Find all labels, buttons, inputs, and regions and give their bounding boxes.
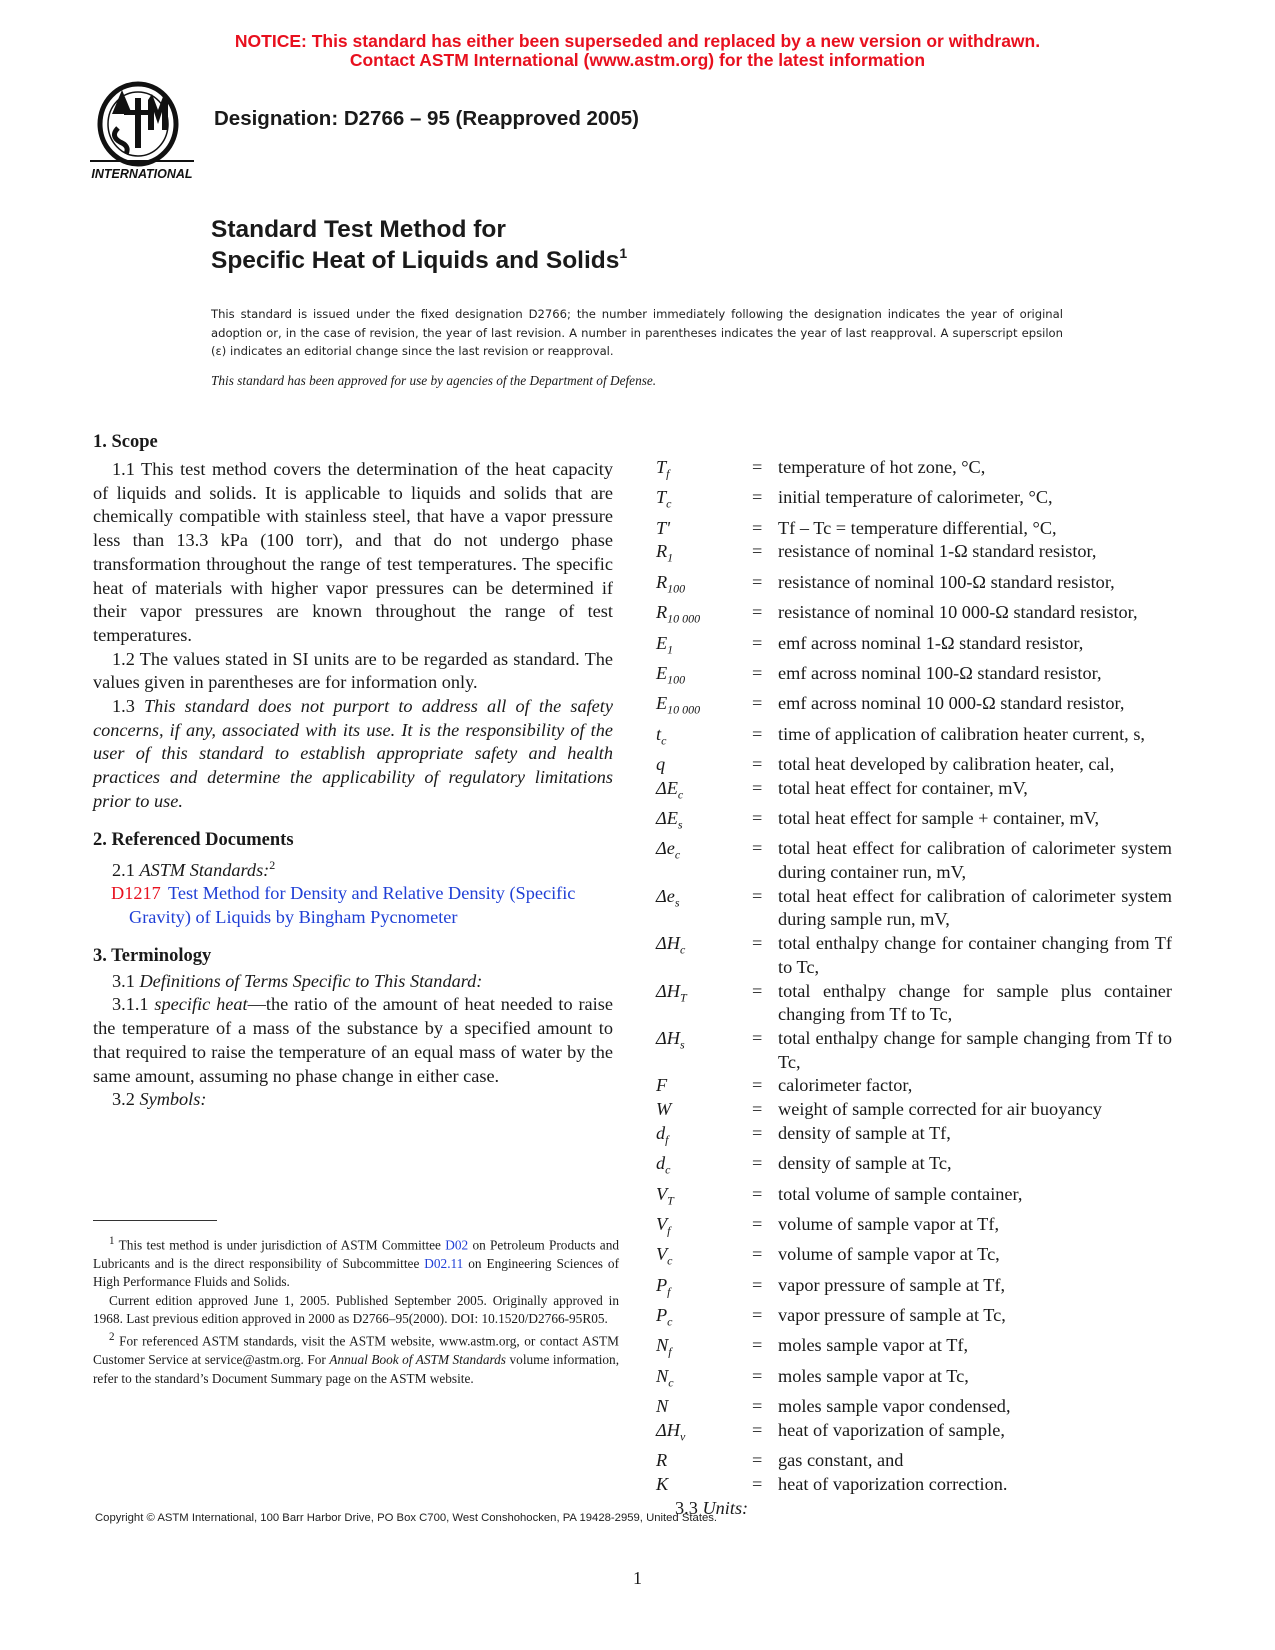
symbol-definition: total volume of sample container, — [778, 1183, 1023, 1204]
paragraph-1-2: 1.2 The values stated in SI units are to be regarded as standard. The values given in parentheses are for information only. — [93, 648, 613, 693]
equals-sign: = — [752, 1473, 763, 1494]
paragraph-1-1: 1.1 This test method covers the determination of the heat capacity of liquids and solids. It is applicable to liquids and solids that are chemically compatible with stainless steel, that have a vapor pressure less than 13.3 kPa (100 torr), and that do not undergo phase transformation throughout the range of test temperatures. The specific heat of materials with higher vapor pressures can be determined if their vapor pressures are known throughout the range of test temperatures. — [93, 459, 613, 645]
symbol-row — [656, 753, 1172, 777]
symbol: $R_1$ — [656, 541, 674, 566]
symbol-definition: calorimeter factor, — [778, 1075, 913, 1096]
symbol: $d_c$ — [656, 1153, 671, 1177]
symbol-row — [656, 1213, 1172, 1243]
footnote-divider — [93, 1220, 217, 1221]
symbol: $E_1$ — [656, 632, 674, 657]
symbol: q — [656, 753, 666, 774]
designation: Designation: D2766 – 95 (Reapproved 2005) — [214, 107, 639, 130]
dod-approval-note: This standard has been approved for use by agencies of the Department of Defense. — [211, 373, 657, 388]
symbol-definition: total enthalpy change for sample changing from Tf to Tc, — [778, 1027, 1172, 1072]
symbol-definition: total heat effect for calibration of calorimeter system during sample run, mV, — [778, 885, 1172, 930]
symbol-row — [656, 1074, 1172, 1098]
symbol-row — [656, 1122, 1172, 1152]
reference-d1217[interactable] — [111, 882, 613, 929]
preamble: This standard is issued under the fixed designation D2766; the number immediately following the designation indicates the year of original adoption or, in the case of revision, the year of last revision. A number in parentheses indicates the year of last reapproval. A superscript epsilon (ε) indicates an editorial change since the last revision or reapproval. — [211, 307, 1063, 359]
symbol: $\Delta E_s$ — [656, 808, 683, 832]
equals-sign: = — [752, 1419, 763, 1440]
title-line-1: Standard Test Method for — [211, 216, 506, 243]
symbol-row — [656, 486, 1172, 516]
symbol-definition: density of sample at Tc, — [778, 1153, 952, 1174]
equals-sign: = — [752, 723, 763, 744]
symbol: $P_c$ — [656, 1304, 673, 1329]
symbol: $T_c$ — [656, 487, 672, 512]
symbol-definition: resistance of nominal 100-Ω standard resistor, — [778, 571, 1115, 592]
symbol-definition: moles sample vapor condensed, — [778, 1396, 1011, 1417]
astm-logo-mark — [88, 80, 200, 184]
symbol-definition: volume of sample vapor at Tc, — [778, 1244, 1000, 1265]
paragraph-2-1: 2.1 ASTM Standards:$^2$ — [112, 857, 276, 880]
symbol-row — [656, 456, 1172, 486]
symbol-definition: heat of vaporization of sample, — [778, 1419, 1005, 1440]
page-title — [211, 214, 627, 276]
symbol-definition: resistance of nominal 10 000-Ω standard resistor, — [778, 602, 1138, 623]
symbol-row — [656, 662, 1172, 692]
title-footnote-mark: 1 — [619, 245, 628, 261]
equals-sign: = — [752, 838, 763, 859]
symbol-row — [656, 980, 1172, 1027]
symbol-definition: moles sample vapor at Tf, — [778, 1335, 969, 1356]
symbol-definition: heat of vaporization correction. — [778, 1473, 1008, 1494]
symbol: $R_{10 000}$ — [656, 602, 701, 626]
symbol-definition: temperature of hot zone, °C, — [778, 457, 986, 477]
symbol: $R_{100}$ — [656, 571, 686, 596]
symbol-row — [656, 1098, 1172, 1122]
footnote-1: $^1$ This test method is under jurisdiction of ASTM Committee D02 on Petroleum Products and Lubricants and is the direct responsibility of Subcommittee D02.11 on Engineering Sciences of High Performance Fluids and Solids. — [93, 1235, 619, 1290]
symbol-definition: total heat effect for calibration of calorimeter system during container run, mV, — [778, 838, 1172, 883]
symbol-row — [656, 777, 1172, 807]
left-column — [93, 430, 613, 1112]
symbol: $N_c$ — [656, 1365, 674, 1390]
committee-link[interactable]: D02 — [445, 1237, 469, 1253]
equals-sign: = — [752, 777, 763, 798]
equals-sign: = — [752, 1450, 763, 1471]
symbol-definition: weight of sample corrected for air buoyancy — [778, 1099, 1102, 1120]
symbol: $E_{100}$ — [656, 662, 686, 687]
equals-sign: = — [752, 1213, 763, 1234]
footnotes — [93, 1232, 619, 1388]
symbol-definition: vapor pressure of sample at Tf, — [778, 1274, 1006, 1295]
symbol-definition: total enthalpy change for sample plus container changing from Tf to Tc, — [778, 980, 1172, 1025]
symbol-row — [656, 1449, 1172, 1473]
symbol-row — [656, 1304, 1172, 1334]
symbol-row — [656, 1183, 1172, 1213]
title-line-2: Specific Heat of Liquids and Solids$^1$ — [211, 245, 628, 274]
equals-sign: = — [752, 632, 763, 653]
symbol-definition: emf across nominal 1-Ω standard resistor, — [778, 632, 1084, 653]
symbol-definition: total heat developed by calibration heater, cal, — [778, 753, 1115, 774]
symbol-row — [656, 723, 1172, 753]
symbol-row — [656, 571, 1172, 601]
equals-sign: = — [752, 808, 763, 828]
section-heading-referenced-documents: 2. Referenced Documents — [93, 829, 294, 850]
symbol: T' — [656, 517, 671, 538]
symbol: $\Delta e_s$ — [656, 885, 680, 910]
equals-sign: = — [752, 1075, 763, 1096]
symbol-row — [656, 1274, 1172, 1304]
symbols-list — [656, 456, 1172, 1520]
paragraph-3-3: 3.3 Units: — [675, 1497, 749, 1518]
notice-banner — [0, 32, 1275, 70]
equals-sign: = — [752, 1274, 763, 1295]
symbol-row — [656, 1243, 1172, 1273]
equals-sign: = — [752, 693, 763, 714]
equals-sign: = — [752, 1183, 763, 1204]
symbol: $V_c$ — [656, 1244, 673, 1268]
symbol: $\Delta H_s$ — [656, 1027, 685, 1052]
equals-sign: = — [752, 885, 763, 906]
paragraph-3-2: 3.2 Symbols: — [112, 1089, 207, 1110]
symbol-definition: density of sample at Tf, — [778, 1122, 951, 1143]
equals-sign: = — [752, 1099, 763, 1120]
symbol-definition: gas constant, and — [778, 1450, 904, 1471]
symbol: $\Delta e_c$ — [656, 838, 681, 863]
equals-sign: = — [752, 1396, 763, 1417]
symbol-row — [656, 692, 1172, 722]
symbol: $P_f$ — [656, 1274, 671, 1299]
equals-sign: = — [752, 1365, 763, 1386]
equals-sign: = — [752, 1027, 763, 1048]
equals-sign: = — [752, 933, 763, 954]
symbol-definition: total enthalpy change for container changing from Tf to Tc, — [778, 933, 1172, 977]
footnote-2: $^2$ For referenced ASTM standards, visit the ASTM website, www.astm.org, or contact ASTM Customer Service at service@astm.org. For Annual Book of ASTM Standards volume information, refer to the standard’s Document Summary page on the ASTM website. — [93, 1331, 620, 1386]
symbol: $E_{10 000}$ — [656, 693, 701, 717]
reference-title-link[interactable]: Test Method for Density and Relative Density (Specific Gravity) of Liquids by Bingham Pycnometer — [129, 883, 576, 928]
symbol-row — [656, 1365, 1172, 1395]
symbol-row — [656, 1152, 1172, 1182]
symbol-row — [656, 601, 1172, 631]
paragraph-1-3: 1.3 This standard does not purport to address all of the safety concerns, if any, associated with its use. It is the responsibility of the user of this standard to establish appropriate safety and health practices and determine the applicability of regulatory limitations prior to use. — [93, 696, 613, 811]
symbol-definition: moles sample vapor at Tc, — [778, 1365, 969, 1386]
equals-sign: = — [752, 457, 763, 477]
symbol: F — [656, 1075, 668, 1096]
symbol: $T_f$ — [656, 457, 670, 481]
symbol-definition: emf across nominal 100-Ω standard resistor, — [778, 662, 1102, 683]
symbol-row — [656, 1473, 1172, 1497]
reference-code-link[interactable]: D1217 — [111, 883, 161, 904]
symbol-row — [656, 1334, 1172, 1364]
symbol-row — [656, 837, 1172, 884]
symbol-definition: emf across nominal 10 000-Ω standard resistor, — [778, 693, 1125, 714]
symbol: $V_f$ — [656, 1213, 671, 1238]
symbol-definition: vapor pressure of sample at Tc, — [778, 1304, 1006, 1325]
symbol-row — [656, 540, 1172, 570]
symbol-row — [656, 632, 1172, 662]
equals-sign: = — [752, 753, 763, 774]
logo-text: INTERNATIONAL — [91, 167, 193, 181]
symbol-row — [656, 807, 1172, 837]
equals-sign: = — [752, 602, 763, 623]
symbol: W — [656, 1099, 672, 1120]
symbol-definition: total heat effect for container, mV, — [778, 777, 1028, 798]
symbol-definition: time of application of calibration heater current, s, — [778, 723, 1145, 744]
symbol: N — [656, 1396, 669, 1417]
astm-logo — [88, 80, 200, 184]
equals-sign: = — [752, 571, 763, 592]
symbol-definition: resistance of nominal 1-Ω standard resistor, — [778, 541, 1097, 562]
symbol-row — [656, 885, 1172, 932]
equals-sign: = — [752, 980, 763, 1001]
symbol-row — [656, 517, 1172, 541]
notice-line-2: Contact ASTM International (www.astm.org) for the latest information — [349, 50, 926, 70]
symbol-row — [656, 1419, 1172, 1449]
equals-sign: = — [752, 517, 763, 538]
symbol: $t_c$ — [656, 723, 667, 748]
symbol: K — [656, 1473, 669, 1494]
symbol: $\Delta H_c$ — [656, 933, 686, 957]
equals-sign: = — [752, 662, 763, 683]
equals-sign: = — [752, 1122, 763, 1143]
symbol-row — [656, 1027, 1172, 1074]
symbol: $N_f$ — [656, 1335, 672, 1359]
equals-sign: = — [752, 487, 763, 508]
symbol-row — [656, 932, 1172, 979]
symbol-definition: total heat effect for sample + container, mV, — [778, 808, 1100, 828]
symbol: $\Delta H_v$ — [656, 1419, 686, 1444]
symbol-definition: volume of sample vapor at Tf, — [778, 1213, 1000, 1234]
symbol-definition: initial temperature of calorimeter, °C, — [778, 487, 1053, 508]
symbol: $V_T$ — [656, 1183, 674, 1208]
subcommittee-link[interactable]: D02.11 — [424, 1255, 464, 1271]
equals-sign: = — [752, 1244, 763, 1265]
symbol: $d_f$ — [656, 1122, 669, 1147]
page-number: 1 — [633, 1568, 642, 1588]
paragraph-3-1: 3.1 Definitions of Terms Specific to This Standard: — [112, 970, 483, 991]
notice-line-1: NOTICE: This standard has either been superseded and replaced by a new version or withdrawn. — [234, 31, 1041, 51]
section-heading-terminology: 3. Terminology — [93, 945, 212, 966]
equals-sign: = — [752, 1335, 763, 1356]
footnote-1-edition: Current edition approved June 1, 2005. Published September 2005. Originally approved in 1968. Last previous edition approved in 2000 as D2766–95(2000). DOI: 10.1520/D2766-95R05. — [93, 1292, 619, 1327]
equals-sign: = — [752, 1153, 763, 1174]
equals-sign: = — [752, 1304, 763, 1325]
section-heading-scope: 1. Scope — [93, 432, 158, 452]
copyright: Copyright © ASTM International, 100 Barr Harbor Drive, PO Box C700, West Conshohocken, PA 19428-2959, United States. — [95, 1512, 718, 1524]
symbol-definition: Tf – Tc = temperature differential, °C, — [778, 517, 1057, 538]
symbol: $\Delta E_c$ — [656, 777, 684, 802]
symbol-row — [656, 1395, 1172, 1419]
paragraph-3-1-1: 3.1.1 specific heat—the ratio of the amount of heat needed to raise the temperature of a mass of the substance by a specified amount to that required to raise the temperature of an equal mass of water by the same amount, assuming no phase change in either case. — [93, 994, 613, 1086]
symbol: R — [656, 1450, 668, 1471]
symbol: $\Delta H_T$ — [656, 980, 687, 1005]
equals-sign: = — [752, 541, 763, 562]
